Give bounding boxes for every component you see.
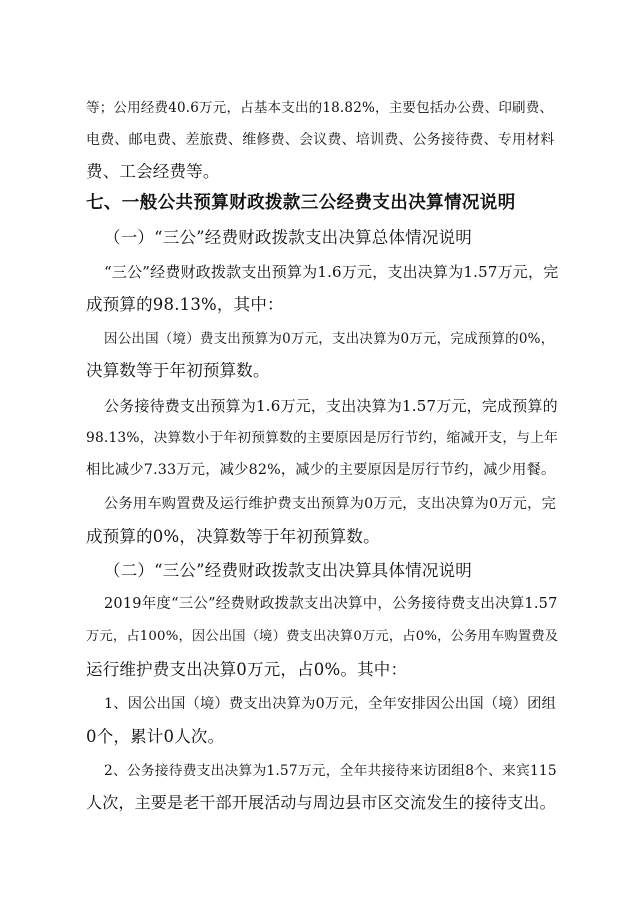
- text-line: 费、工会经费等。: [86, 162, 220, 181]
- text-line: 成预算的98.13%，其中：: [86, 295, 284, 314]
- text-line: 98.13%，决算数小于年初预算数的主要原因是厉行节约，缩减开支，与上年: [86, 430, 559, 446]
- text-line: “三公”经费财政拨款支出预算为1.6万元，支出决算为1.57万元，完: [104, 263, 559, 281]
- text-line: 2、公务接待费支出决算为1.57万元，全年共接待来访团组8个、来宾115: [104, 763, 557, 779]
- text-line: 0个，累计0人次。: [86, 727, 225, 746]
- text-line: 相比减少7.33万元，减少82%，减少的主要原因是厉行节约，减少用餐。: [86, 462, 556, 478]
- text-line: 人次，主要是老干部开展活动与周边县市区交流发生的接待支出。: [86, 793, 556, 812]
- text-line: 公务用车购置费及运行维护费支出预算为0万元，支出决算为0万元，完: [104, 496, 557, 512]
- section-heading: 七、一般公共预算财政拨款三公经费支出决算情况说明: [86, 193, 516, 213]
- text-line: 运行维护费支出决算0万元，占0%。其中：: [86, 660, 408, 679]
- text-line: 公务接待费支出预算为1.6万元，支出决算为1.57万元，完成预算的: [104, 397, 558, 415]
- subsection-heading: （一）“三公”经费财政拨款支出决算总体情况说明: [104, 228, 472, 247]
- text-line: 因公出国（境）费支出预算为0万元，支出决算为0万元，完成预算的0%，: [104, 331, 555, 347]
- text-line: 成预算的0%，决算数等于年初预算数。: [86, 527, 380, 546]
- text-line: 2019年度“三公”经费财政拨款支出决算中，公务接待费支出决算1.57: [104, 596, 558, 612]
- text-line: 决算数等于年初预算数。: [86, 361, 270, 380]
- text-line: 电费、邮电费、差旅费、维修费、会议费、培训费、公务接待费、专用材料: [86, 132, 555, 148]
- subsection-heading: （二）“三公”经费财政拨款支出决算具体情况说明: [104, 561, 472, 580]
- text-line: 万元，占100%，因公出国（境）费支出决算0万元，占0%，公务用车购置费及: [86, 629, 559, 644]
- text-line: 等；公用经费40.6万元，占基本支出的18.82%，主要包括办公费、印刷费、: [86, 100, 554, 116]
- text-line: 1、因公出国（境）费支出决算为0万元，全年安排因公出国（境）团组: [104, 696, 557, 712]
